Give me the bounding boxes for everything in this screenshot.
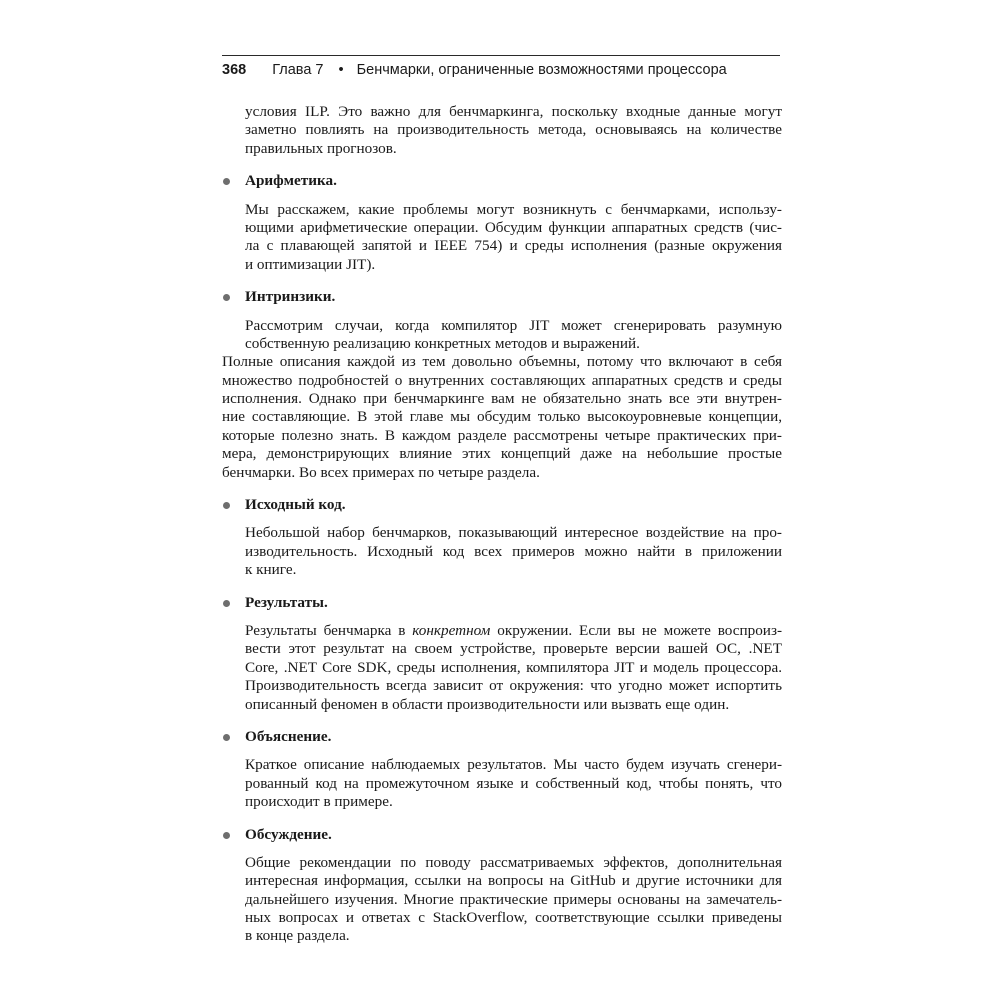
topic-title: Интринзики.: [245, 288, 336, 306]
text-line: Рассмотрим случаи, когда компилятор JIT может сгенерировать разумную: [245, 316, 782, 334]
text-line: ных вопросах и ответах с StackOverflow, соответствующие ссылки приведены: [245, 909, 782, 927]
text-line: [222, 622, 782, 640]
bullet-icon: [223, 832, 230, 839]
topic-description-arithmetic: [222, 201, 782, 275]
text-line: ние составляющие. В этой главе мы обсудим только высокоуровневые концепции,: [222, 408, 782, 426]
text-line: к книге.: [245, 561, 297, 579]
bullet-icon: [223, 734, 230, 741]
header-separator: •: [338, 62, 344, 78]
text-line: исполнения. Однако при бенчмаркинге вам не обязательно знать все эти внутрен-: [222, 390, 782, 408]
section-heading-source-code: [222, 496, 782, 514]
emphasis-text: конкретном: [412, 621, 491, 639]
text-line: множество подробностей о внутренних составляющих аппаратных средств и среды: [222, 371, 782, 389]
text-line: в конце раздела.: [245, 927, 350, 945]
bullet-icon: [223, 600, 230, 607]
text-line: Производительность всегда зависит от окружения: что угодно может испортить: [245, 677, 782, 695]
topic-description-intrinsics: [222, 317, 782, 354]
text-line: Краткое описание наблюдаемых результатов. Мы часто будем изучать сгенери-: [245, 756, 782, 774]
text-line: интересная информация, ссылки на вопросы на GitHub и другие источники для: [245, 872, 782, 890]
text-line: происходит в примере.: [245, 793, 393, 811]
section-description-explanation: [222, 756, 782, 811]
text-fragment: Результаты бенчмарка в: [245, 621, 413, 639]
text-line: мера, демонстрирующих влияние этих концепций даже на небольшие простые: [222, 445, 782, 463]
text-line: Core, .NET Core SDK, среды исполнения, компилятора JIT и модель процессора.: [245, 658, 782, 676]
text-line: ющими арифметические операции. Обсудим функции аппаратных средств (чис-: [245, 218, 782, 236]
text-line: вести этот результат на своем устройстве, проверьте версии вашей ОС, .NET: [245, 640, 782, 658]
text-line: Мы расскажем, какие проблемы могут возникнуть с бенчмарками, использу-: [245, 200, 782, 218]
text-line: условия ILP. Это важно для бенчмаркинга, поскольку входные данные могут: [245, 103, 782, 120]
section-title: Исходный код.: [245, 496, 346, 514]
topic-heading-arithmetic: [222, 172, 782, 190]
text-line: описанный феномен в области производительности или вызвать еще один.: [245, 695, 730, 713]
text-line: которые полезно знать. В каждом разделе рассмотрены четыре практических при-: [222, 426, 782, 444]
section-heading-explanation: [222, 728, 782, 746]
text-line: изводительность. Исходный код всех примеров можно найти в приложении: [245, 542, 782, 560]
intro-continuation: [222, 103, 782, 158]
text-line: правильных прогнозов.: [245, 139, 397, 157]
text-line: Полные описания каждой из тем довольно объемны, потому что включают в себя: [222, 353, 782, 371]
section-description-discussion: [222, 854, 782, 946]
section-description-results: [222, 622, 782, 714]
text-line: ла с плавающей запятой и IEEE 754) и среды исполнения (разные окружения: [245, 237, 782, 255]
text-line: дальнейшего изучения. Многие практические примеры основаны на замечатель-: [245, 890, 782, 908]
topic-title: Арифметика.: [245, 172, 337, 190]
bullet-icon: [223, 294, 230, 301]
section-heading-discussion: [222, 826, 782, 844]
page-body: [222, 103, 782, 946]
page-number: 368: [222, 62, 247, 78]
text-line: и оптимизации JIT).: [245, 255, 376, 273]
section-heading-results: [222, 594, 782, 612]
topic-heading-intrinsics: [222, 288, 782, 306]
chapter-label: Глава 7: [272, 62, 324, 78]
section-title: Объяснение.: [245, 727, 332, 745]
text-fragment: окружении. Если вы не можете воспроиз-: [490, 621, 782, 639]
bullet-icon: [223, 178, 230, 185]
section-description-source-code: [222, 524, 782, 579]
chapter-title: Бенчмарки, ограниченные возможностями процессора: [356, 62, 727, 78]
text-line: собственную реализацию конкретных методов и выражений.: [245, 334, 640, 352]
section-title: Результаты.: [245, 593, 328, 611]
bullet-icon: [223, 502, 230, 509]
text-line: Небольшой набор бенчмарков, показывающий интересное воздействие на про-: [245, 524, 782, 542]
text-line: Общие рекомендации по поводу рассматриваемых эффектов, дополнительная: [245, 853, 782, 871]
running-header: [222, 55, 780, 86]
text-line: рованный код на промежуточном языке и собственный код, чтобы понять, что: [245, 774, 782, 792]
text-line: бенчмарки. Во всех примерах по четыре раздела.: [222, 463, 540, 481]
body-paragraph: [222, 353, 782, 482]
section-title: Обсуждение.: [245, 825, 332, 843]
text-line: заметно повлиять на производительность метода, основываясь на количестве: [245, 121, 782, 139]
